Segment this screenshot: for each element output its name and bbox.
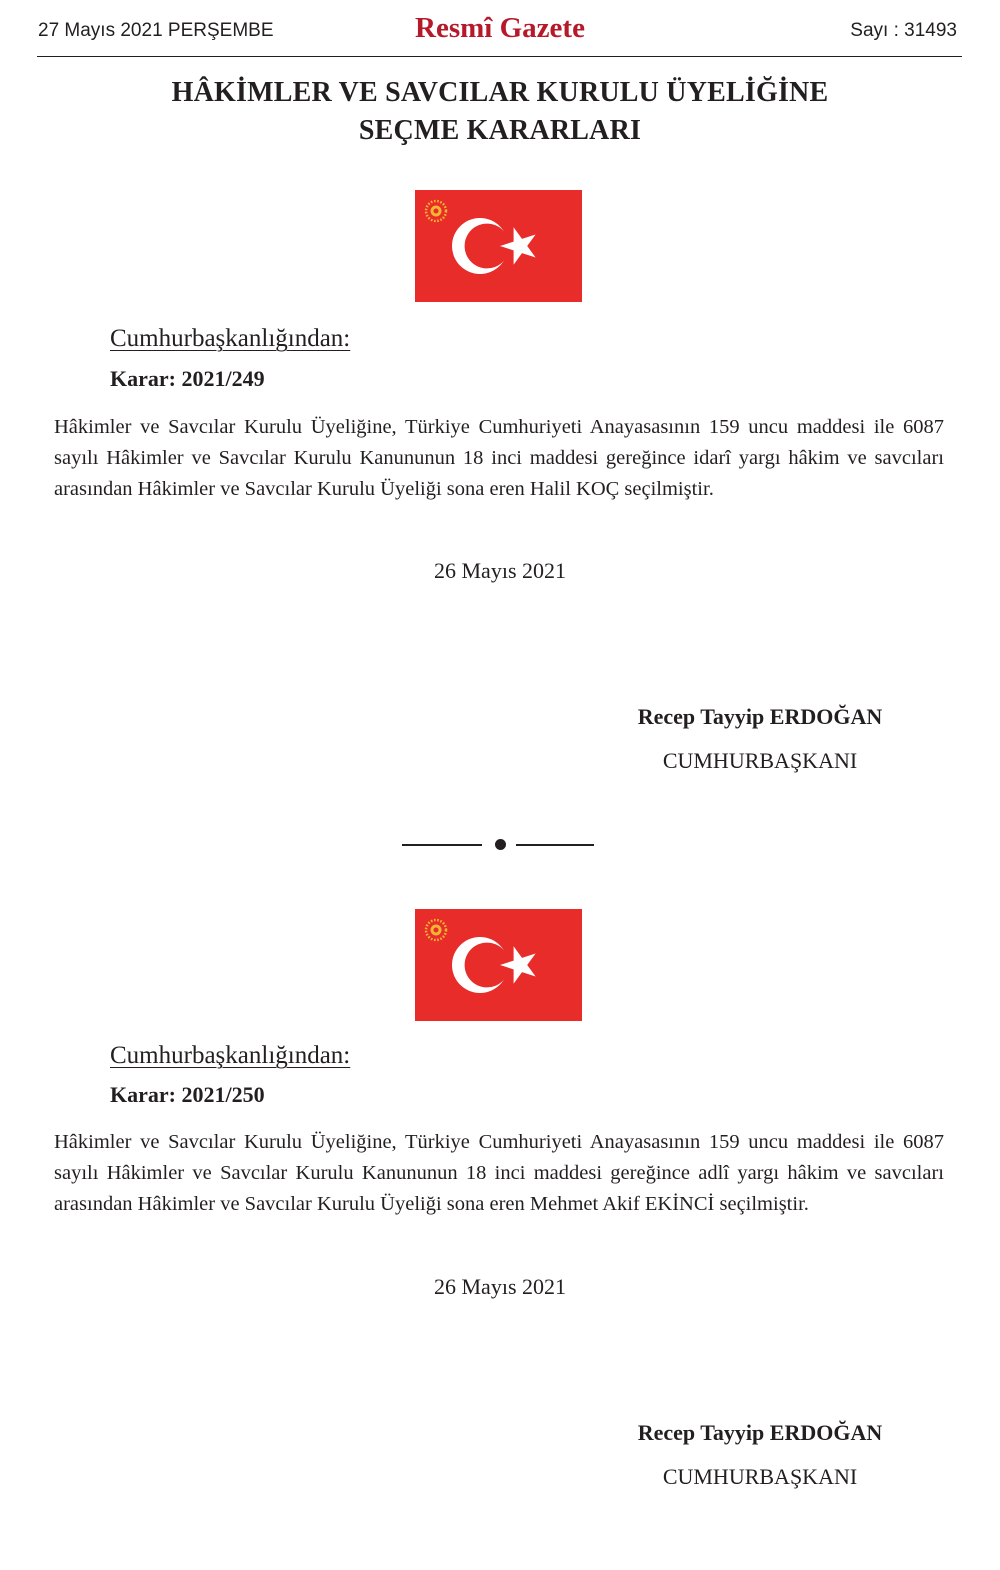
separator-line-left — [402, 844, 482, 846]
flag-graphic — [415, 909, 582, 1021]
issuing-authority: Cumhurbaşkanlığından: — [110, 1042, 351, 1069]
gazette-title: Resmî Gazete — [415, 12, 585, 44]
decision-text: Hâkimler ve Savcılar Kurulu Üyeliğine, Türkiye Cumhuriyeti Anayasasının 159 uncu maddesi ile 6087 sayılı Hâkimler ve Savcılar Kurulu Kanununun 18 inci maddesi gereğince idarî yargı hâkim ve savcıları arasından Hâkimler ve Savcılar Kurulu Üyeliği sona eren Halil KOÇ seçilmiştir. — [54, 416, 944, 500]
signer-title: CUMHURBAŞKANI — [662, 1464, 858, 1489]
gazette-date: 27 Mayıs 2021 PERŞEMBE — [38, 20, 274, 41]
signer-name: Recep Tayyip ERDOĞAN — [637, 1420, 883, 1445]
decision-number: Karar: 2021/249 — [110, 366, 265, 391]
signer-title: CUMHURBAŞKANI — [662, 748, 858, 773]
document-title-line-1: HÂKİMLER VE SAVCILAR KURULU ÜYELİĞİNE — [171, 77, 829, 108]
decision-number: Karar: 2021/250 — [110, 1082, 265, 1107]
decision-date: 26 Mayıs 2021 — [434, 1274, 566, 1299]
header-divider — [37, 56, 962, 57]
decision-text: Hâkimler ve Savcılar Kurulu Üyeliğine, Türkiye Cumhuriyeti Anayasasının 159 uncu maddesi ile 6087 sayılı Hâkimler ve Savcılar Kurulu Kanununun 18 inci maddesi gereğince adlî yargı hâkim ve savcıları arasından Hâkimler ve Savcılar Kurulu Üyeliği sona eren Mehmet Akif EKİNCİ seçilmiştir. — [54, 1131, 944, 1215]
flag-graphic — [415, 190, 582, 302]
document-title-line-2: SEÇME KARARLARI — [358, 115, 642, 146]
turkish-flag-icon — [415, 909, 582, 1021]
signer-name: Recep Tayyip ERDOĞAN — [637, 704, 883, 729]
separator-dot — [495, 839, 506, 850]
section-separator — [402, 843, 598, 857]
separator-line-right — [516, 844, 594, 846]
issuing-authority: Cumhurbaşkanlığından: — [110, 325, 351, 352]
turkish-flag-icon — [415, 190, 582, 302]
decision-date: 26 Mayıs 2021 — [434, 558, 566, 583]
document-title — [0, 74, 1000, 150]
gazette-issue-number: Sayı : 31493 — [850, 20, 957, 41]
